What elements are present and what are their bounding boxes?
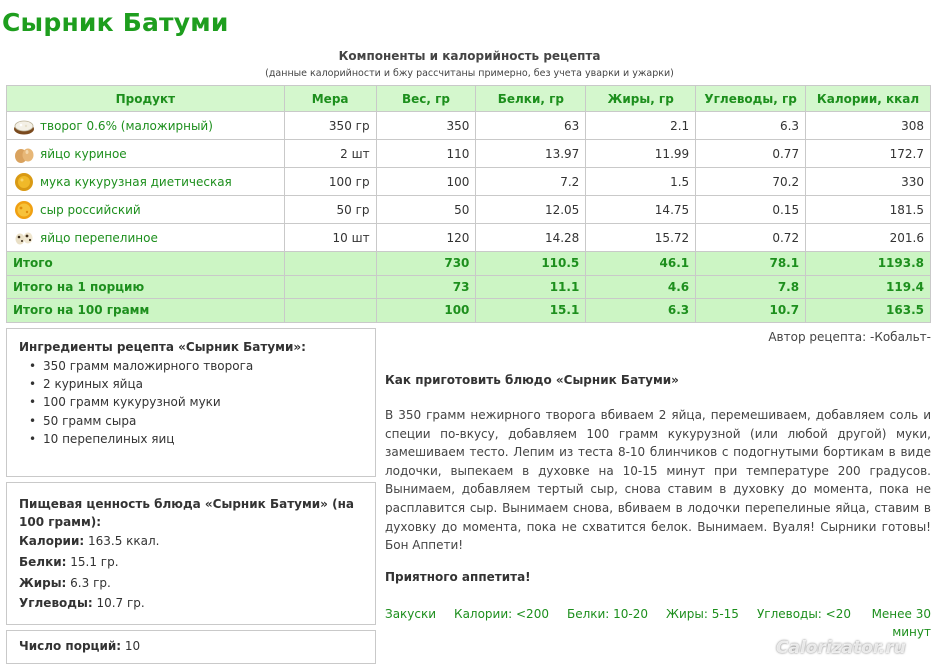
nutrition-label: Калории: [19,534,85,548]
cell-protein: 63 [476,112,586,140]
tag-link-fat[interactable]: Жиры: 5-15 [666,607,739,621]
table-row [7,140,931,168]
nutrition-value: 15.1 гр. [70,554,119,569]
quail-egg-icon [13,228,35,248]
col-header-fat: Жиры, гр [586,86,696,112]
total-row [7,252,931,276]
cell-fat: 2.1 [586,112,696,140]
total-kcal: 163.5 [806,299,931,323]
cell-protein: 14.28 [476,224,586,252]
total-per-100g-row [7,299,931,323]
cell-fat: 15.72 [586,224,696,252]
cell-protein: 12.05 [476,196,586,224]
total-empty-cell [284,275,376,299]
product-link[interactable]: яйцо перепелиное [40,230,158,245]
portions-box [6,630,376,664]
corn-flour-icon [13,172,35,192]
list-item: • 50 грамм сыра [19,412,363,430]
total-carbs: 7.8 [696,275,806,299]
cell-weight: 120 [376,224,476,252]
list-item: • 350 грамм маложирного творога [19,357,363,375]
tag-link-snacks[interactable]: Закуски [385,607,437,621]
cell-measure: 100 гр [284,168,376,196]
cell-carbs: 0.15 [696,196,806,224]
col-header-protein: Белки, гр [476,86,586,112]
table-row [7,112,931,140]
total-kcal: 119.4 [806,275,931,299]
nutrition-label: Белки: [19,554,67,569]
cell-protein: 7.2 [476,168,586,196]
col-header-kcal: Калории, ккал [806,86,931,112]
cell-weight: 100 [376,168,476,196]
nutrition-row [19,593,363,614]
product-link[interactable]: творог 0.6% (маложирный) [40,118,213,133]
total-protein: 11.1 [476,275,586,299]
total-empty-cell [284,299,376,323]
col-header-product: Продукт [7,86,285,112]
cell-measure: 350 гр [284,112,376,140]
cheese-icon [13,200,35,220]
nutrition-row [19,573,363,594]
product-link[interactable]: яйцо куриное [40,146,127,161]
page-title: Сырник Батуми [2,8,229,37]
cell-kcal: 308 [806,112,931,140]
bon-appetit: Приятного аппетита! [385,570,531,584]
total-empty-cell [284,252,376,276]
total-weight: 730 [376,252,476,276]
tag-link-calories[interactable]: Калории: <200 [454,607,549,621]
chicken-egg-icon [13,144,35,164]
tag-link-time[interactable]: Менее 30 минут [871,607,931,639]
tag-links [385,605,931,641]
cell-carbs: 0.77 [696,140,806,168]
nutrition-value: 163.5 ккал. [87,534,160,548]
nutrition-value: 10.7 гр. [96,596,145,611]
total-weight: 73 [376,275,476,299]
cell-carbs: 6.3 [696,112,806,140]
total-per-portion-row [7,275,931,299]
total-fat: 46.1 [586,252,696,276]
ingredients-box [6,328,376,477]
total-label: Итого на 100 грамм [7,299,285,323]
cell-measure: 10 шт [284,224,376,252]
table-row [7,196,931,224]
nutrition-label: Углеводы: [19,596,93,611]
cell-fat: 14.75 [586,196,696,224]
cell-fat: 1.5 [586,168,696,196]
col-header-carbs: Углеводы, гр [696,86,806,112]
nutrition-box [6,482,376,625]
nutrition-title: Пищевая ценность блюда «Сырник Батуми» (на 100 грамм): [19,497,354,529]
total-label: Итого [7,252,285,276]
cell-carbs: 0.72 [696,224,806,252]
list-item: • 10 перепелиных яиц [19,430,363,448]
nutrition-value: 6.3 гр. [70,575,111,590]
col-header-weight: Вес, гр [376,86,476,112]
table-subcaption: (данные калорийности и бжу рассчитаны примерно, без учета уварки и ужарки) [265,68,674,79]
ingredients-title: Ингредиенты рецепта «Сырник Батуми»: [19,340,306,354]
cell-weight: 50 [376,196,476,224]
table-row [7,224,931,252]
tag-link-carbs[interactable]: Углеводы: <20 [756,607,851,621]
total-kcal: 1193.8 [806,252,931,276]
total-carbs: 10.7 [696,299,806,323]
recipe-author: Автор рецепта: -Кобальт- [768,330,931,344]
total-fat: 6.3 [586,299,696,323]
list-item: • 100 грамм кукурузной муки [19,393,363,411]
total-protein: 110.5 [476,252,586,276]
cell-protein: 13.97 [476,140,586,168]
cell-fat: 11.99 [586,140,696,168]
nutrition-row [19,552,363,573]
total-fat: 4.6 [586,275,696,299]
watermark-logo: Calorizator.ru [776,638,906,658]
cell-kcal: 201.6 [806,224,931,252]
portions-label: Число порций: [19,639,122,653]
total-carbs: 78.1 [696,252,806,276]
tag-link-protein[interactable]: Белки: 10-20 [566,607,649,621]
total-label: Итого на 1 порцию [7,275,285,299]
cell-carbs: 70.2 [696,168,806,196]
instructions-title: Как приготовить блюдо «Сырник Батуми» [385,373,679,387]
list-item: • 2 куриных яйца [19,375,363,393]
ingredients-list [19,357,363,448]
cell-measure: 2 шт [284,140,376,168]
cell-kcal: 172.7 [806,140,931,168]
portions-value: 10 [124,639,141,653]
total-weight: 100 [376,299,476,323]
nutrition-label: Жиры: [19,575,67,590]
total-protein: 15.1 [476,299,586,323]
instructions-text: В 350 грамм нежирного творога вбиваем 2 яйца, перемешиваем, добавляем соль и специи по-вкусу, добавляем 100 грамм кукурузной (или любой другой) муки, замешиваем тесто. Лепим из теста 8-10 блинчиков с подогнутыми бортикам в виде лодочки, выпекаем в духовке на 10-15 минут при температуре 200 градусов. Вынимаем, добавляем тертый сыр, снова ставим в духовку до момента, пока не расплавится сыр. Вынимаем снова, вбиваем в лодочки перепелиные яйца, ставим в духовку до момента, пока не схватится белок. Вынимаем. Вуаля! Сырники готовы! Бон Аппети! [385,408,931,553]
cottage-cheese-icon [13,116,35,136]
cell-weight: 350 [376,112,476,140]
product-link[interactable]: мука кукурузная диетическая [40,174,232,189]
col-header-measure: Мера [284,86,376,112]
product-link[interactable]: сыр российский [40,202,141,217]
cell-weight: 110 [376,140,476,168]
cell-measure: 50 гр [284,196,376,224]
calorie-table [6,85,931,323]
nutrition-row [19,531,363,552]
table-row [7,168,931,196]
cell-kcal: 181.5 [806,196,931,224]
table-caption: Компоненты и калорийность рецепта [338,49,601,63]
table-header-row [7,86,931,112]
cell-kcal: 330 [806,168,931,196]
